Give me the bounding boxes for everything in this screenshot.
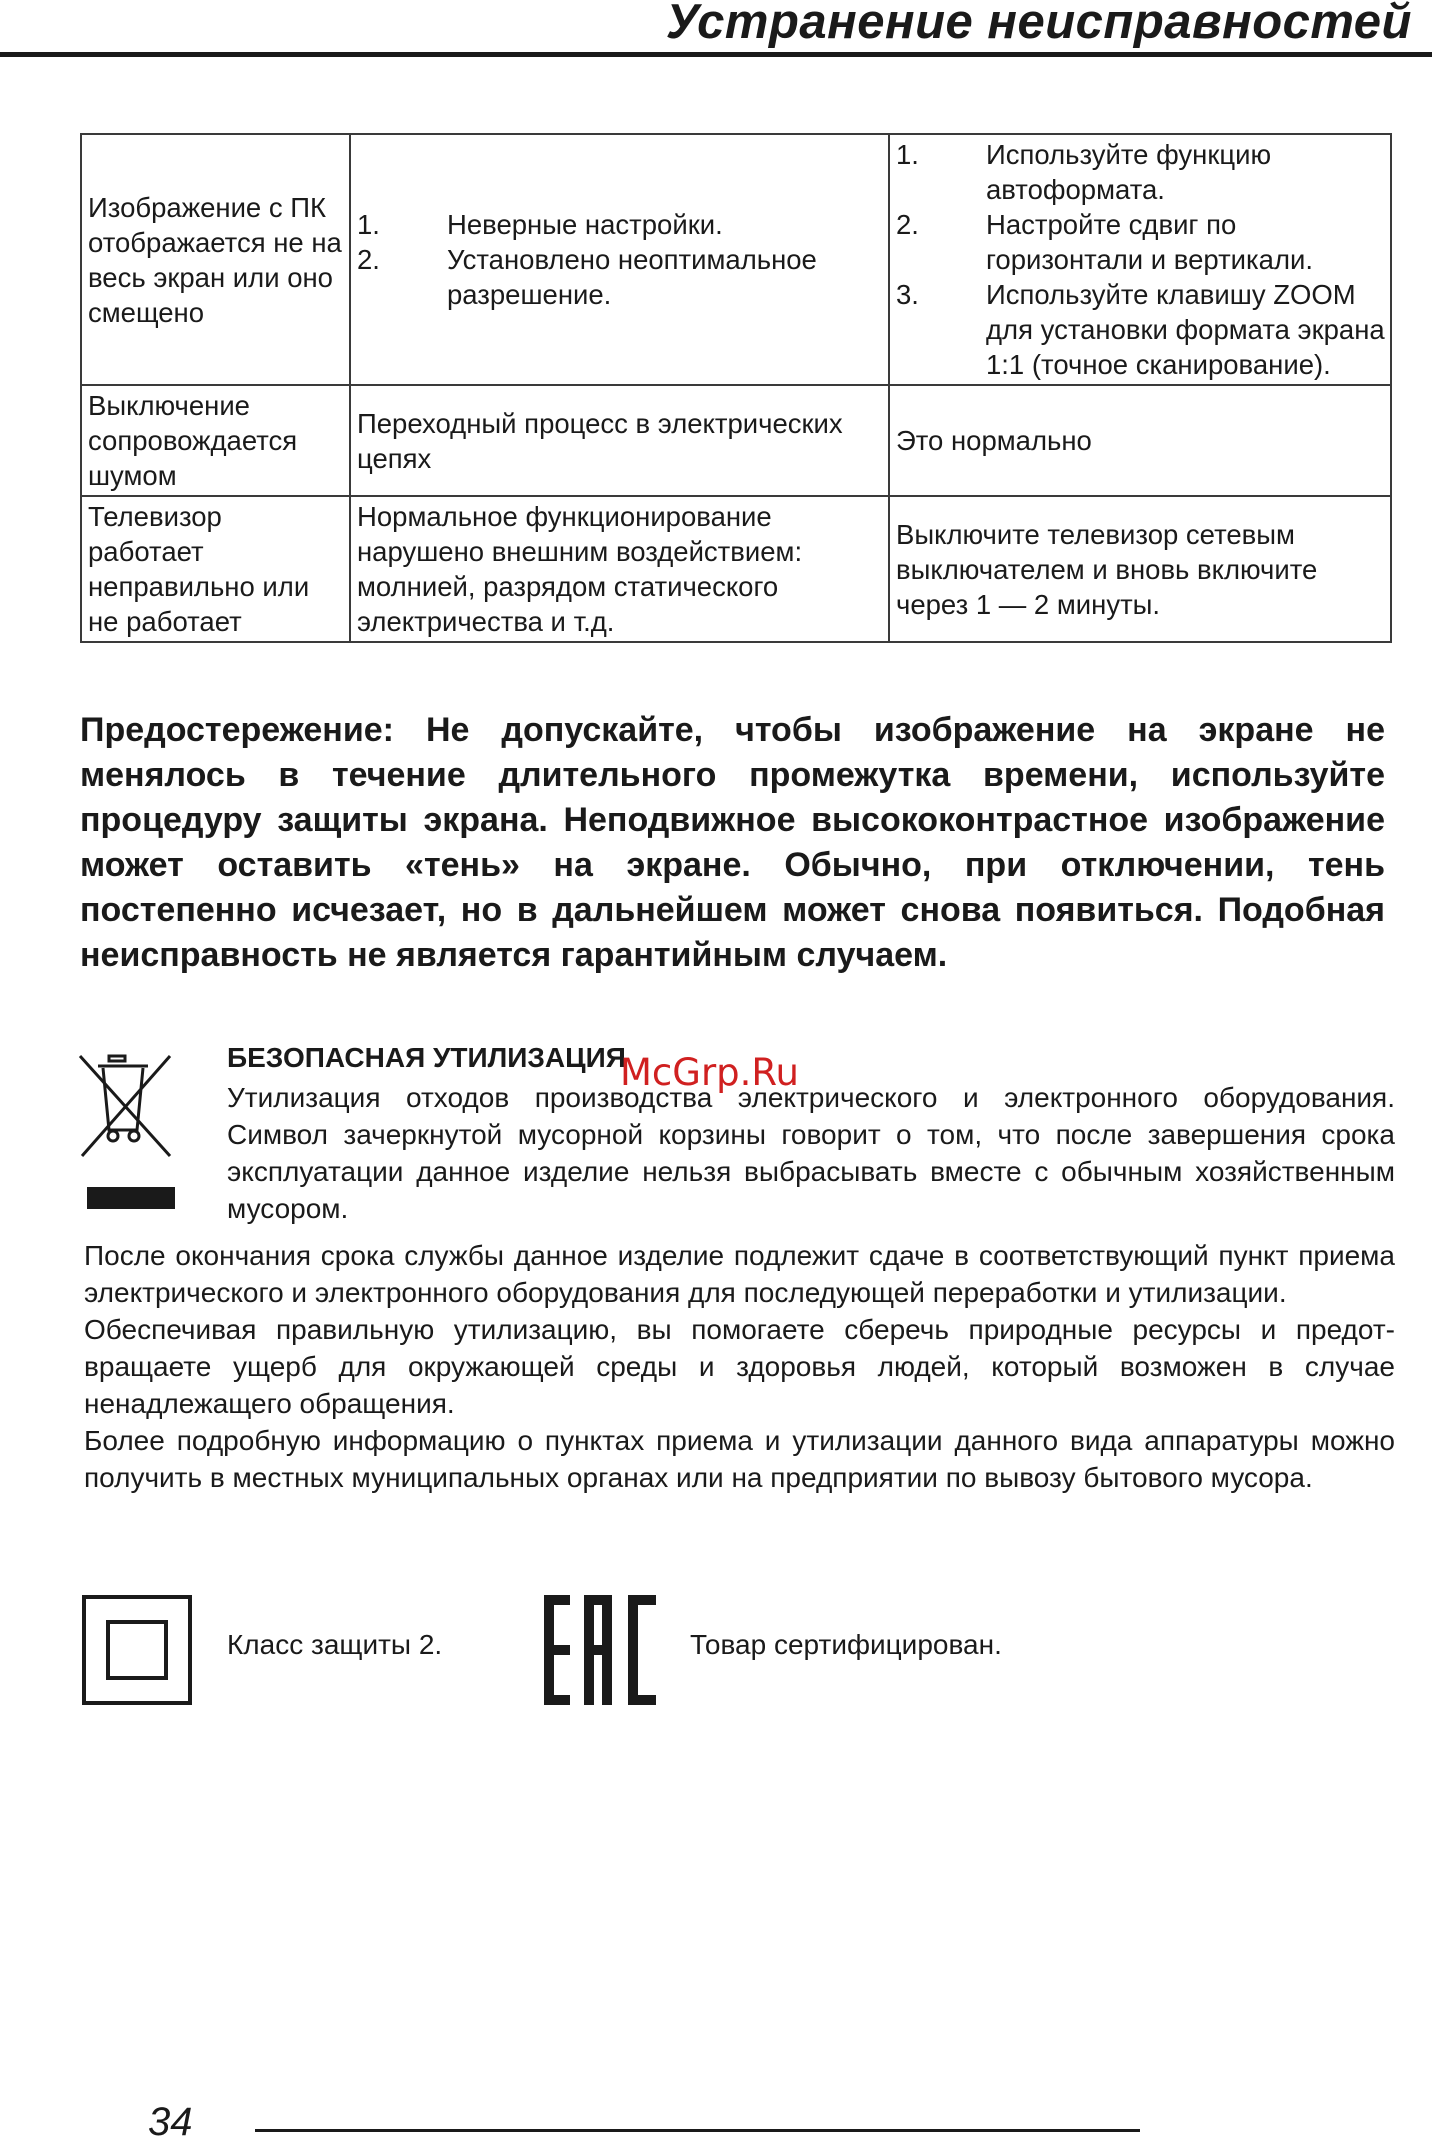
disposal-paragraph: Более подробную информацию о пунктах приема и утилизации данного вида аппаратуры можно получить в местных муниципальных органах или на предприятии по вывозу бытового мусора. (84, 1425, 1395, 1493)
eac-logo-icon (542, 1595, 672, 1705)
problem-cell: Телевизор работает неправильно или не работает (81, 496, 350, 642)
eac-label: Товар сертифицирован. (690, 1629, 1002, 1660)
problem-cell: Выключение сопровождается шумом (81, 385, 350, 496)
disposal-paragraph: После окончания срока службы данное изделие подлежит сдаче в соответствующий пункт приема электрического и электронного оборудования для последующей переработки и утилизации. (84, 1240, 1395, 1308)
cause-item: 2. Установлено неоптимальное разрешение. (357, 244, 817, 310)
watermark: McGrp.Ru (620, 1051, 799, 1094)
solution-item: 1. Используйте функцию автоформата. (896, 139, 1272, 205)
table-row (81, 385, 1391, 496)
disposal-paragraph: Обеспечивая правильную утилизацию, вы помогаете сберечь природные ресурсы и предотвращаете ущерб для окружающей среды и здоровья людей, который возможен в случае ненадлежащего обращения. (84, 1314, 1395, 1419)
cause-item: 1. Неверные настройки. (357, 209, 723, 240)
solution-cell (889, 134, 1391, 385)
disposal-body (84, 1237, 1395, 1496)
disposal-intro: Утилизация отходов производства электрического и электронного оборудования. Символ зачеркнутой мусорной корзины говорит о том, что после завершения срока эксплуатации данное изделие нельзя выбрасывать вместе с обычным хозяйственным мусором. (227, 1082, 1395, 1224)
table-row (81, 496, 1391, 642)
cause-cell (350, 134, 889, 385)
solution-cell: Выключите телевизор сетевым выключателем и вновь включите через 1 — 2 минуты. (889, 496, 1391, 642)
table-row (81, 134, 1391, 385)
solution-item: 3. Используйте клавишу ZOOM для установки формата экрана 1:1 (точное сканирование). (896, 279, 1385, 380)
footer-rule (255, 2129, 1140, 2132)
problem-cell: Изображение с ПК отображается не на весь экран или оно смещено (81, 134, 350, 385)
disposal-bar-mark (87, 1187, 175, 1209)
troubleshooting-table (80, 133, 1392, 643)
solution-cell: Это нормально (889, 385, 1391, 496)
disposal-title: БЕЗОПАСНАЯ УТИЛИЗАЦИЯ (227, 1042, 626, 1073)
caution-paragraph: Предостережение: Не допускайте, чтобы изображение на экране не менялось в течение длительного промежутка времени, используйте процедуру защиты экрана. Неподвижное высококонтрастное изображение может оставить «тень» на экране. Обычно, при отключении, тень постепенно исчезает, но в дальнейшем может снова появиться. Подобная неисправность не является гарантийным случаем. (80, 711, 1385, 974)
page-number: 34 (148, 2100, 193, 2144)
cause-cell: Переходный процесс в электрических цепях (350, 385, 889, 496)
crossed-out-bin-icon (76, 1052, 180, 1160)
class2-inner-square-icon (106, 1620, 168, 1680)
header-rule (0, 52, 1432, 57)
class2-label: Класс защиты 2. (227, 1629, 443, 1660)
page-header-title: Устранение неисправностей (665, 0, 1412, 49)
cause-cell: Нормальное функционирование нарушено внешним воздействием: молнией, разрядом статического электричества и т.д. (350, 496, 889, 642)
solution-item: 2. Настройте сдвиг по горизонтали и вертикали. (896, 209, 1314, 275)
